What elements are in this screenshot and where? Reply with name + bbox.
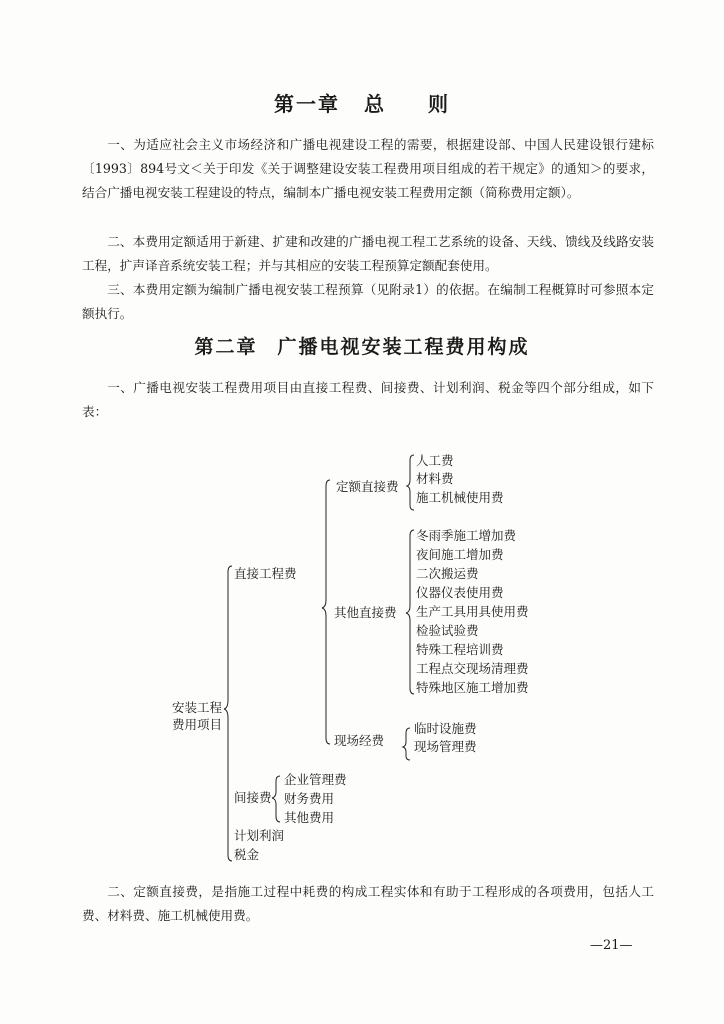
tree-site-item: 现场管理费 xyxy=(414,739,477,754)
tree-indirect-fee: 间接费 xyxy=(234,790,272,805)
root-bracket xyxy=(224,566,232,861)
tree-site-fee: 现场经费 xyxy=(334,733,385,748)
tree-other-item: 工程点交现场清理费 xyxy=(416,661,529,676)
page-number: —21— xyxy=(590,938,633,953)
chapter-1-title-a: 总 xyxy=(364,92,386,116)
paragraph-4: 一、广播电视安装工程费用项目由直接工程费、间接费、计划利润、税金等四个部分组成，如下表： xyxy=(82,380,654,420)
tree-quota-item: 人工费 xyxy=(416,453,454,468)
tree-other-item: 检验试验费 xyxy=(416,623,479,638)
quota-bracket xyxy=(407,455,414,510)
chapter-1-title-b: 则 xyxy=(428,92,450,116)
paragraph-5: 二、定额直接费，是指施工过程中耗费的构成工程实体和有助于工程形成的各项费用，包括人工费、材料费、施工机械使用费。 xyxy=(82,884,654,924)
other-bracket xyxy=(406,530,414,694)
chapter-2-heading: 广播电视安装工程费用构成 xyxy=(277,336,530,358)
tree-other-item: 仪器仪表使用费 xyxy=(416,585,504,600)
tree-planned-profit: 计划利润 xyxy=(234,828,285,843)
tree-quota-item: 施工机械使用费 xyxy=(416,490,504,505)
tree-site-item: 临时设施费 xyxy=(414,721,477,736)
tree-direct-engineering-fee: 直接工程费 xyxy=(234,566,297,581)
indirect-bracket xyxy=(272,776,280,822)
chapter-1-number: 第一章 xyxy=(274,92,340,116)
direct-bracket xyxy=(322,480,330,744)
tree-other-item: 二次搬运费 xyxy=(416,566,479,581)
tree-other-item: 生产工具用具使用费 xyxy=(416,604,529,619)
tree-other-item: 特殊地区施工增加费 xyxy=(416,680,529,695)
paragraph-3: 三、本费用定额为编制广播电视安装工程预算（见附录1）的依据。在编制工程概算时可参照本定额执行。 xyxy=(82,282,654,322)
tree-indirect-item: 财务费用 xyxy=(284,791,335,806)
chapter-2-number: 第二章 xyxy=(194,336,258,358)
tree-other-item: 冬雨季施工增加费 xyxy=(416,528,517,543)
paragraph-2: 二、本费用定额适用于新建、扩建和改建的广播电视工程工艺系统的设备、天线、馈线及线路安装工程，扩声译音系统安装工程；并与其相应的安装工程预算定额配套使用。 xyxy=(82,234,654,274)
tree-quota-item: 材料费 xyxy=(416,471,454,486)
tree-tax: 税金 xyxy=(234,847,260,862)
tree-other-item: 夜间施工增加费 xyxy=(416,547,504,562)
tree-root-line2: 费用项目 xyxy=(172,717,223,732)
tree-quota-direct-fee: 定额直接费 xyxy=(336,479,399,494)
tree-indirect-item: 其他费用 xyxy=(284,810,335,825)
paragraph-1: 一、为适应社会主义市场经济和广播电视建设工程的需要，根据建设部、中国人民建设银行建标〔1993〕894号文＜关于印发《关于调整建设安装工程费用项目组成的若干规定》的通知＞的要求，结合广播电视安装工程建设的特点，编制本广播电视安装工程费用定额（简称费用定额）。 xyxy=(82,137,654,201)
tree-indirect-item: 企业管理费 xyxy=(284,772,347,787)
site-bracket xyxy=(403,728,410,760)
tree-root-line1: 安装工程 xyxy=(172,700,223,715)
tree-other-direct-fee: 其他直接费 xyxy=(334,605,397,620)
tree-other-item: 特殊工程培训费 xyxy=(416,642,504,657)
